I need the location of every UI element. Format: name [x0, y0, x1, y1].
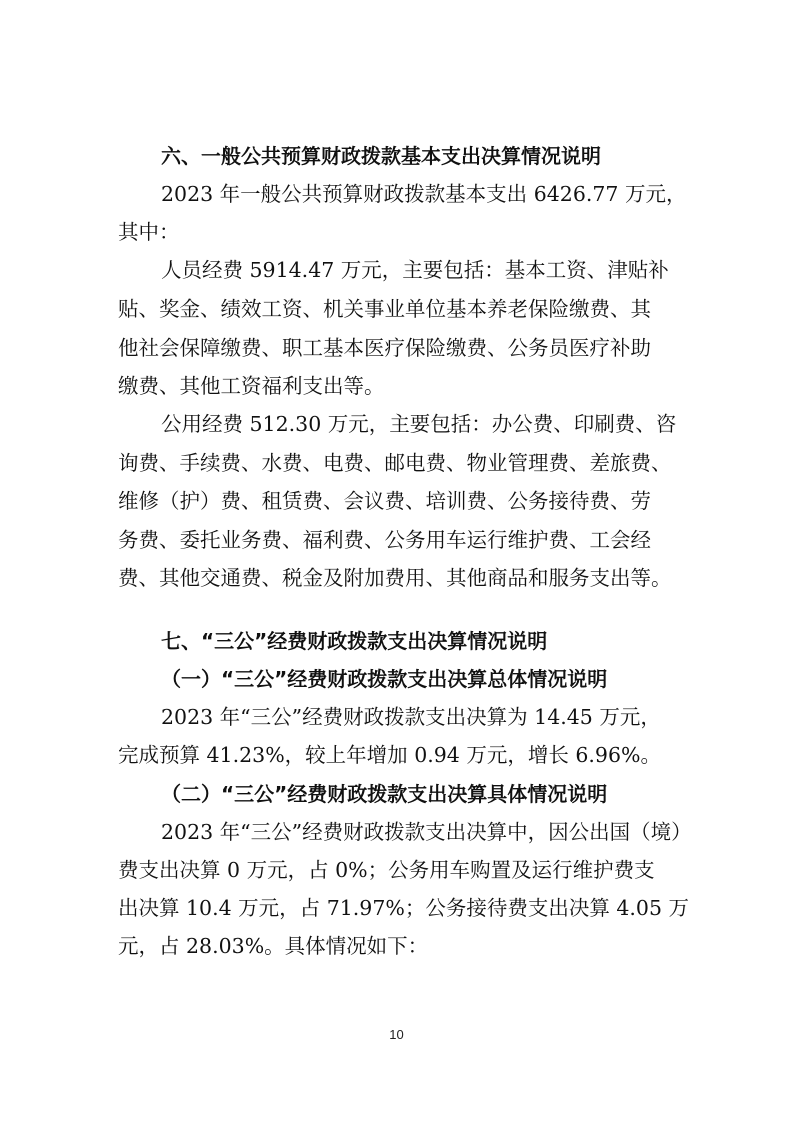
paragraph-line: 缴费、其他工资福利支出等。	[118, 374, 385, 398]
paragraph-line: 完成预算 41.23%，较上年增加 0.94 万元，增长 6.96%。	[118, 743, 661, 767]
paragraph-line: 费支出决算 0 万元，占 0%；公务用车购置及运行维护费支	[118, 858, 655, 882]
section-6-heading: 六、一般公共预算财政拨款基本支出决算情况说明	[161, 144, 601, 168]
paragraph-line: 费、其他交通费、税金及附加费用、其他商品和服务支出等。	[118, 566, 672, 590]
paragraph-line: 2023 年“三公”经费财政拨款支出决算中，因公出国（境）	[161, 820, 692, 844]
paragraph-line: 出决算 10.4 万元，占 71.97%；公务接待费支出决算 4.05 万	[118, 896, 690, 920]
paragraph-line: 询费、手续费、水费、电费、邮电费、物业管理费、差旅费、	[118, 451, 672, 475]
paragraph-line: 人员经费 5914.47 万元，主要包括：基本工资、津贴补	[161, 258, 669, 282]
paragraph-line: 2023 年“三公”经费财政拨款支出决算为 14.45 万元，	[161, 705, 661, 729]
paragraph-line: 他社会保障缴费、职工基本医疗保险缴费、公务员医疗补助	[118, 336, 651, 360]
paragraph-line: 公用经费 512.30 万元，主要包括：办公费、印刷费、咨	[161, 412, 677, 436]
paragraph-line: 其中：	[118, 220, 180, 244]
subsection-2-heading: （二）“三公”经费财政拨款支出决算具体情况说明	[161, 782, 608, 806]
section-7-heading: 七、“三公”经费财政拨款支出决算情况说明	[161, 629, 548, 653]
paragraph-line: 2023 年一般公共预算财政拨款基本支出 6426.77 万元，	[161, 182, 687, 206]
paragraph-line: 务费、委托业务费、福利费、公务用车运行维护费、工会经	[118, 528, 651, 552]
subsection-1-heading: （一）“三公”经费财政拨款支出决算总体情况说明	[161, 667, 608, 691]
paragraph-line: 维修（护）费、租赁费、会议费、培训费、公务接待费、劳	[118, 489, 651, 513]
paragraph-line: 元，占 28.03%。具体情况如下：	[118, 934, 429, 958]
paragraph-line: 贴、奖金、绩效工资、机关事业单位基本养老保险缴费、其	[118, 297, 651, 321]
page-number: 10	[389, 1027, 404, 1042]
